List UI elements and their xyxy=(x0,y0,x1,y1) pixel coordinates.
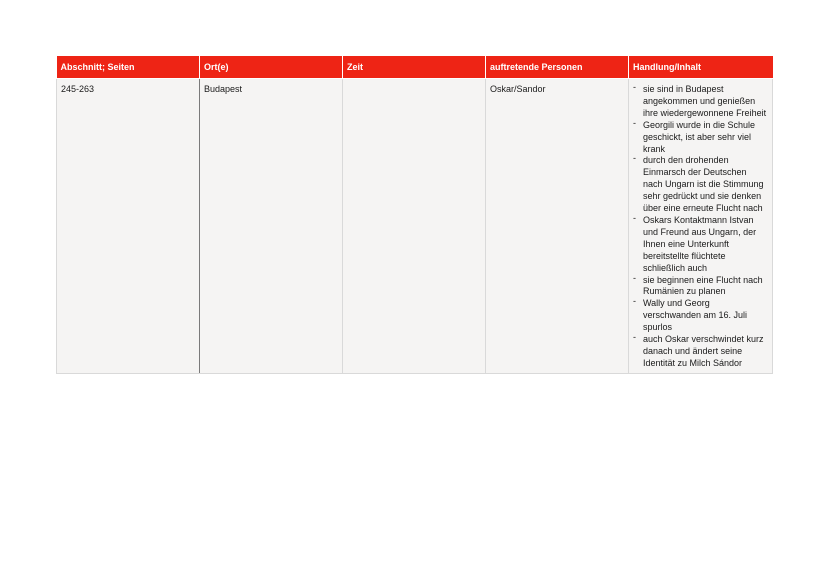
header-section-pages: Abschnitt; Seiten xyxy=(57,56,200,79)
header-time: Zeit xyxy=(343,56,486,79)
cell-places: Budapest xyxy=(200,79,343,374)
plot-item: - sie beginnen eine Flucht nach Rumänien zu planen xyxy=(633,275,768,299)
plot-list xyxy=(633,84,768,370)
plot-item: - Oskars Kontaktmann Istvan und Freund aus Ungarn, der Ihnen eine Unterkunft bereitstellte flüchtete schließlich auch xyxy=(633,215,768,275)
cell-plot xyxy=(629,79,773,374)
table-row xyxy=(57,79,773,374)
plot-item: - durch den drohenden Einmarsch der Deutschen nach Ungarn ist die Stimmung sehr gedrückt und sie denken über eine erneute Flucht nach xyxy=(633,155,768,215)
header-persons: auftretende Personen xyxy=(486,56,629,79)
plot-item: - Georgili wurde in die Schule geschickt, ist aber sehr viel krank xyxy=(633,120,768,156)
plot-item: - sie sind in Budapest angekommen und genießen ihre wiedergewonnene Freiheit xyxy=(633,84,768,120)
cell-persons: Oskar/Sandor xyxy=(486,79,629,374)
cell-section-pages: 245-263 xyxy=(57,79,200,374)
summary-table xyxy=(56,56,773,374)
header-plot: Handlung/Inhalt xyxy=(629,56,773,79)
plot-item: - Wally und Georg verschwanden am 16. Juli spurlos xyxy=(633,298,768,334)
header-places: Ort(e) xyxy=(200,56,343,79)
table-header-row xyxy=(57,56,773,79)
plot-item: - auch Oskar verschwindet kurz danach und ändert seine Identität zu Milch Sándor xyxy=(633,334,768,370)
cell-time xyxy=(343,79,486,374)
